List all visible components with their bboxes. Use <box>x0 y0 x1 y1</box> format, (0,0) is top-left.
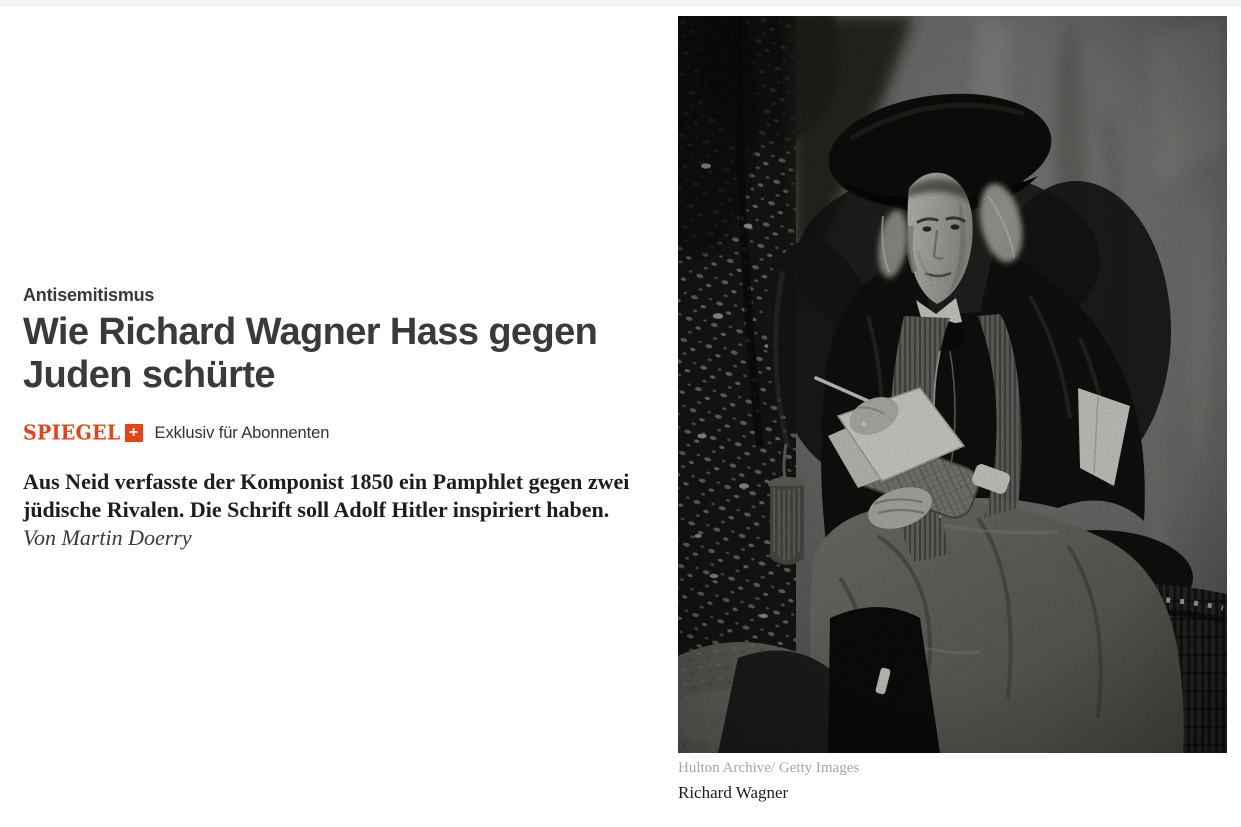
spiegel-plus-badge <box>23 422 653 444</box>
article-byline: Von Martin Doerry <box>23 525 192 550</box>
wagner-portrait-image[interactable] <box>678 16 1227 753</box>
article-headline[interactable]: Wie Richard Wagner Hass gegen Juden schürte <box>23 311 598 396</box>
teaser-sentence: Aus Neid verfasste der Komponist 1850 ein Pamphlet gegen zwei jüdische Rivalen. Die Schrift soll Adolf Hitler inspiriert haben. <box>23 469 630 522</box>
kicker-label[interactable]: Antisemitismus <box>23 285 155 305</box>
paywall-label: Exklusiv für Abonnenten <box>154 423 330 442</box>
image-credit: Hulton Archive/ Getty Images <box>678 760 860 776</box>
article-teaser-text[interactable] <box>23 468 645 552</box>
article-figure <box>678 16 1227 803</box>
article-teaser-block[interactable] <box>23 284 653 552</box>
spiegel-logo-text: SPIEGEL <box>23 421 121 445</box>
plus-icon: + <box>125 424 143 442</box>
top-divider <box>0 0 1241 6</box>
image-caption: Richard Wagner <box>678 783 789 802</box>
